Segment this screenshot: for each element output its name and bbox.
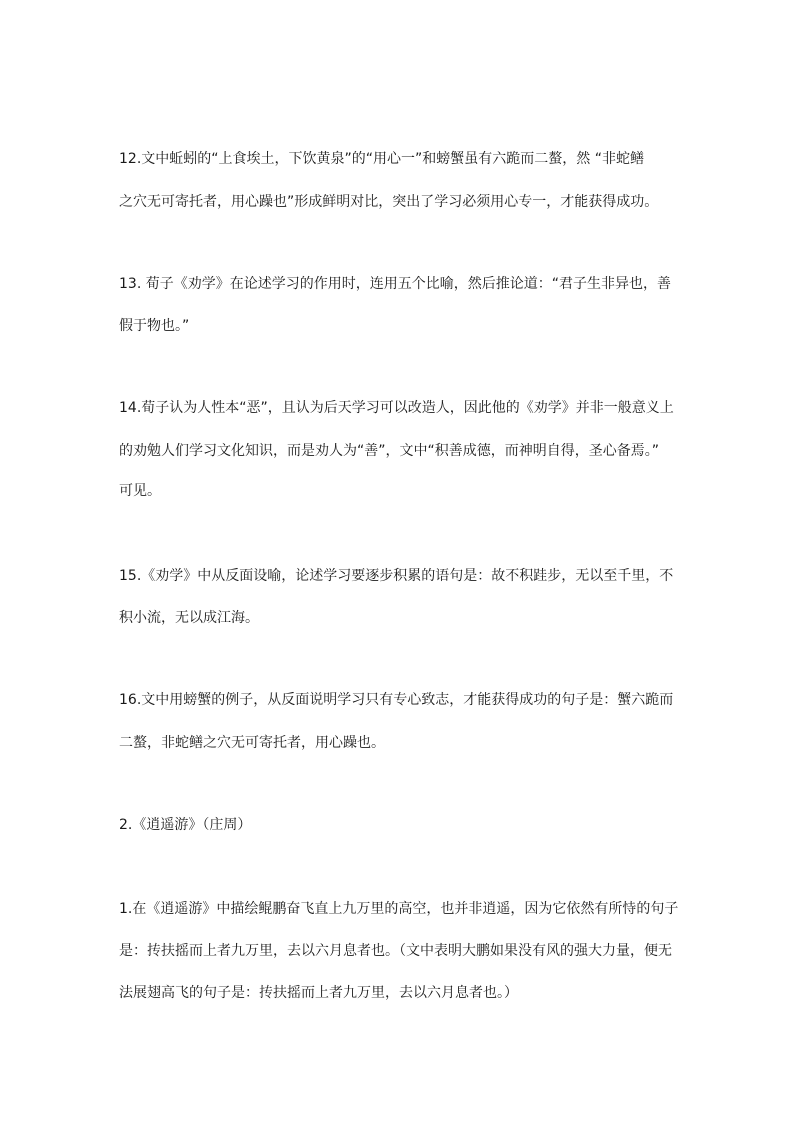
paragraph-14-line-1: 14.荀子认为人性本“恶”，且认为后天学习可以改造人，因此他的《劝学》并非一般意义上 — [119, 400, 674, 416]
paragraph-12-line-1: 12.文中蚯蚓的“上食埃土，下饮黄泉”的“用心一”和螃蟹虽有六跪而二螯，然 “非蛇鳝 — [119, 151, 644, 167]
paragraph-1-line-2: 是：抟扶摇而上者九万里，去以六月息者也。（文中表明大鹏如果没有风的强大力量，便无 — [119, 943, 672, 959]
paragraph-16-line-2: 二螯，非蛇鳝之穴无可寄托者，用心躁也。 — [119, 735, 385, 751]
paragraph-14-line-2: 的劝勉人们学习文化知识，而是劝人为“善”，文中“积善成德，而神明自得，圣心备焉。” — [119, 443, 660, 459]
paragraph-1-line-3: 法展翅高飞的句子是：抟扶摇而上者九万里，去以六月息者也。） — [119, 985, 518, 1001]
paragraph-15-line-2: 积小流，无以成江海。 — [119, 610, 259, 626]
paragraph-14-line-3: 可见。 — [119, 483, 161, 499]
paragraph-15-line-1: 15.《劝学》中从反面设喻，论述学习要逐步积累的语句是：故不积跬步，无以至千里，不 — [119, 568, 674, 584]
paragraph-13-line-2: 假于物也。” — [119, 318, 190, 334]
paragraph-12-line-2: 之穴无可寄托者，用心躁也”形成鲜明对比，突出了学习必须用心专一，才能获得成功。 — [119, 194, 659, 210]
section-heading: 2.《逍遥游》（庄周） — [119, 817, 252, 833]
paragraph-1-line-1: 1.在《逍遥游》中描绘鲲鹏奋飞直上九万里的高空，也并非逍遥，因为它依然有所恃的句子 — [119, 901, 679, 917]
paragraph-16-line-1: 16.文中用螃蟹的例子，从反面说明学习只有专心致志，才能获得成功的句子是：蟹六跪而 — [119, 692, 674, 708]
paragraph-13-line-1: 13. 荀子《劝学》在论述学习的作用时，连用五个比喻，然后推论道：“君子生非异也，善 — [119, 276, 671, 292]
